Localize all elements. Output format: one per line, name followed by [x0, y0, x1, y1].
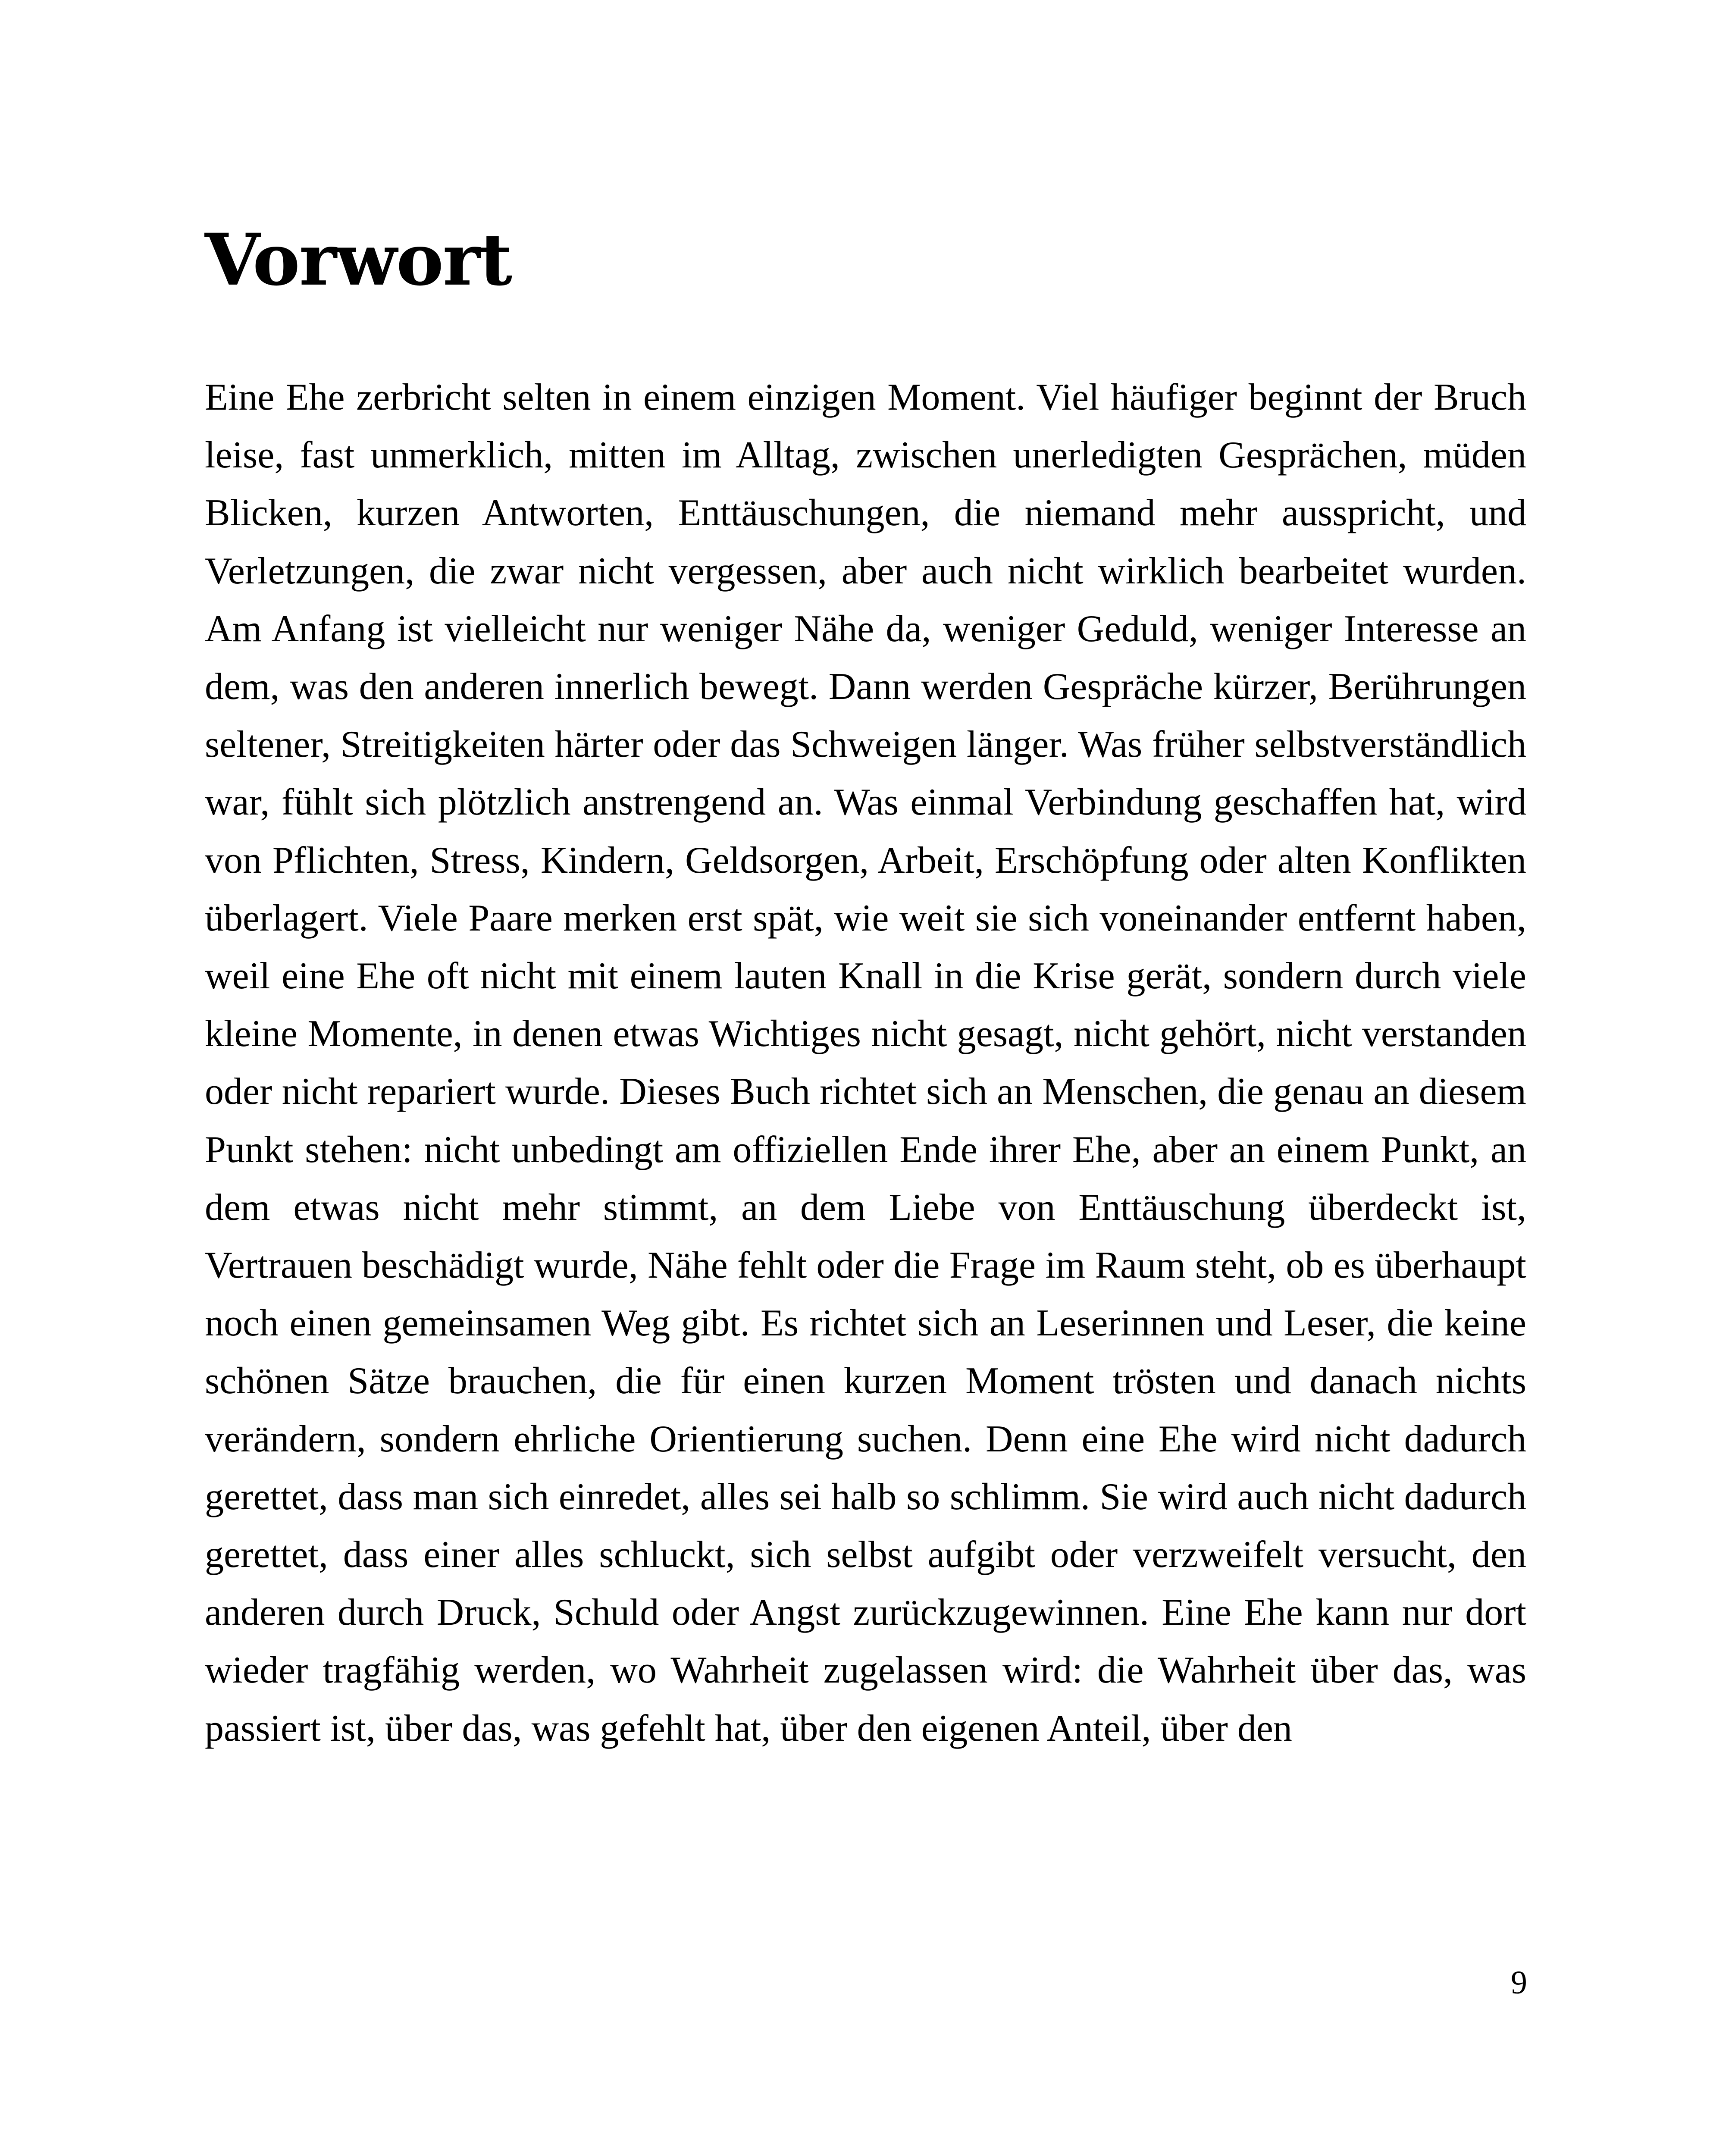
page-number: 9 [1511, 1965, 1527, 2001]
chapter-title: Vorwort [205, 218, 512, 301]
body-paragraph: Eine Ehe zerbricht selten in einem einzigen Moment. Viel häufiger beginnt der Bruch leise, fast unmerklich, mitten im Alltag, zwischen unerledigten Gesprächen, müden Blicken, kurzen Antworten, Enttäuschungen, die niemand mehr ausspricht, und Verletzungen, die zwar nicht vergessen, aber auch nicht wirklich bearbeitet wurden. Am Anfang ist vielleicht nur weniger Nähe da, weniger Geduld, weniger Interesse an dem, was den anderen innerlich bewegt. Dann werden Gespräche kürzer, Berührungen seltener, Streitigkeiten härter oder das Schweigen länger. Was früher selbstverständlich war, fühlt sich plötzlich anstrengend an. Was einmal Verbindung geschaffen hat, wird von Pflichten, Stress, Kindern, Geldsorgen, Arbeit, Erschöpfung oder alten Konflikten überlagert. Viele Paare merken erst spät, wie weit sie sich voneinander entfernt haben, weil eine Ehe oft nicht mit einem lauten Knall in die Krise gerät, sondern durch viele kleine Momente, in denen etwas Wichtiges nicht gesagt, nicht gehört, nicht verstanden oder nicht repariert wurde. Dieses Buch richtet sich an Menschen, die genau an diesem Punkt stehen: nicht unbedingt am offiziellen Ende ihrer Ehe, aber an einem Punkt, an dem etwas nicht mehr stimmt, an dem Liebe von Enttäuschung überdeckt ist, Vertrauen beschädigt wurde, Nähe fehlt oder die Frage im Raum steht, ob es überhaupt noch einen gemeinsamen Weg gibt. Es richtet sich an Leserinnen und Leser, die keine schönen Sätze brauchen, die für einen kurzen Moment trösten und danach nichts verändern, sondern ehrliche Orientierung suchen. Denn eine Ehe wird nicht dadurch gerettet, dass man sich einredet, alles sei halb so schlimm. Sie wird auch nicht dadurch gerettet, dass einer alles schluckt, sich selbst aufgibt oder verzweifelt versucht, den anderen durch Druck, Schuld oder Angst zurückzugewinnen. Eine Ehe kann nur dort wieder tragfähig werden, wo Wahrheit zugelassen wird: die Wahrheit über das, was passiert ist, über das, was gefehlt hat, über den eigenen Anteil, über den [205, 376, 1526, 1749]
